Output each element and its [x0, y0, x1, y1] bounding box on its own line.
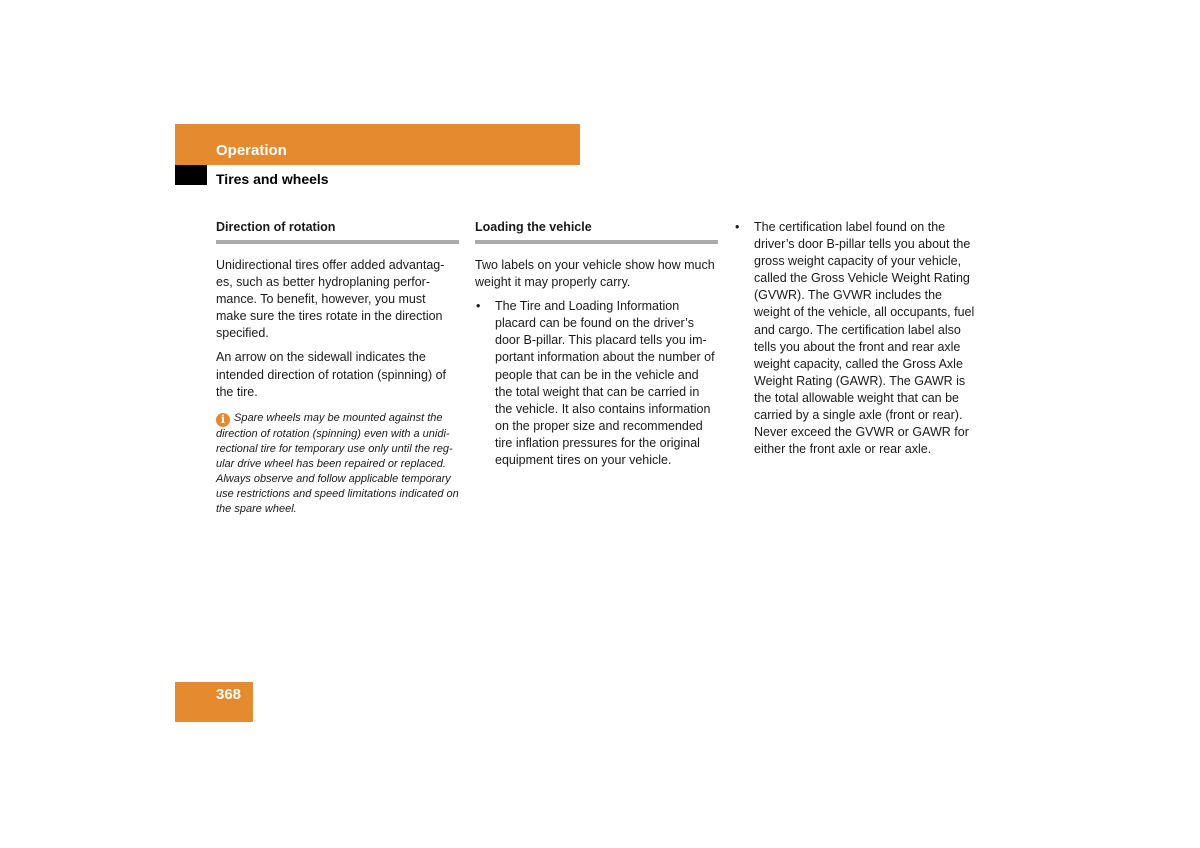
- column-certification: [734, 219, 979, 458]
- list-item: [475, 298, 718, 469]
- direction-paragraph-1: Unidirectional tires offer added advantag-es, such as better hydroplaning perfor-mance. To benefit, however, you must make sure the tires rotate in the direction specified.: [216, 258, 445, 341]
- bullet-text: The Tire and Loading Information placard can be found on the driver’s door B-pillar. This placard tells you im-portant information about the number of people that can be in the vehicle and the total weight that can be carried in the vehicle. It also contains information on the proper size and recommended tire inflation pressures for the original equipment tires on your vehicle.: [495, 299, 715, 468]
- loading-heading: Loading the vehicle: [475, 219, 718, 244]
- page-number-box: [175, 682, 253, 722]
- bullet-text: The certification label found on the driver’s door B-pillar tells you about the gross weight capacity of your vehicle, called the Gross Vehicle Weight Rating (GVWR). The GVWR includes the weight of the vehicle, all occupants, fuel and cargo. The certification label also tells you about the front and rear axle weight capacity, called the Gross Axle Weight Rating (GAWR). The GAWR is the total allowable weight that can be carried by a single axle (front or rear). Never exceed the GVWR or GAWR for either the front axle or rear axle.: [754, 220, 975, 457]
- section-title: Operation: [216, 142, 287, 159]
- direction-paragraph-2: An arrow on the sidewall indicates the intended direction of rotation (spinning) of the tire.: [216, 350, 447, 399]
- bullet-marker: •: [735, 220, 740, 234]
- column-direction-of-rotation: [216, 219, 459, 517]
- section-tab-marker: [175, 165, 207, 185]
- column-loading-vehicle: [475, 219, 718, 469]
- direction-heading: Direction of rotation: [216, 219, 459, 244]
- note-text: Spare wheels may be mounted against the direction of rotation (spinning) even with a unidi-rectional tire for temporary use only until the reg-ular drive wheel has been repaired or replaced. Always observe and follow applicable temporary use restrictions and speed limitations indicated on the spare wheel.: [216, 411, 459, 515]
- spare-wheel-note: [216, 411, 459, 517]
- page-number: 368: [216, 686, 242, 703]
- list-item: [734, 219, 979, 458]
- loading-paragraph-1: Two labels on your vehicle show how much weight it may properly carry.: [475, 258, 715, 290]
- info-icon: i: [216, 413, 230, 427]
- page-title: Tires and wheels: [216, 171, 329, 187]
- bullet-marker: •: [476, 299, 481, 314]
